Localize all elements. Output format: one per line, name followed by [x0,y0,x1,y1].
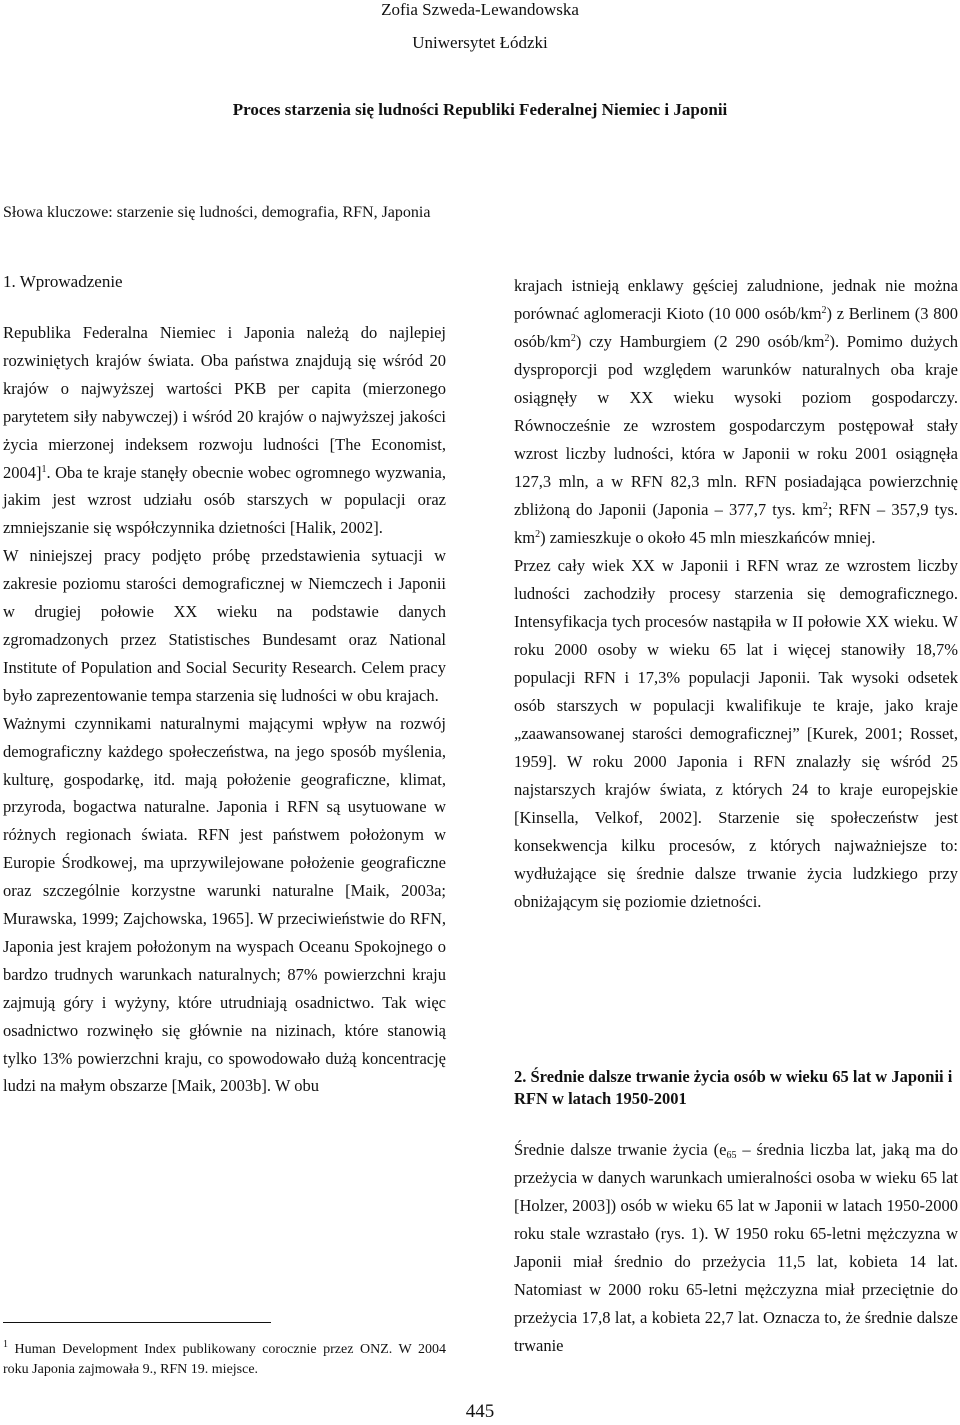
superscript: 2 [570,333,576,344]
subscript: 65 [726,1150,737,1161]
paper-title: Proces starzenia się ludności Republiki Federalnej Niemiec i Japonii [232,100,728,119]
footnote-ref: 1 [41,463,47,475]
paragraph-text: Średnie dalsze trwanie życia (e [514,1140,727,1159]
section-1-heading: 1. Wprowadzenie [3,272,123,291]
section-2-heading: 2. Średnie dalsze trwanie życia osób w wieku 65 lat w Japonii i RFN w latach 1950-2001 [514,1067,953,1108]
superscript: 2 [821,305,827,316]
page-number: 445 [465,1401,495,1422]
footnote-marker: 1 [3,1339,8,1350]
paragraph-text: ) czy Hamburgiem (2 290 osób/km [575,332,825,351]
footnote-divider [3,1322,271,1323]
footnote-text: Human Development Index publikowany corocznie przez ONZ. W 2004 roku Japonia zajmowała 9., RFN 19. miejsce. [3,1342,446,1377]
paragraph-text: krajach istnieją enklawy gęściej zaludnione, jednak nie można porównać aglomeracji Kioto (10 000 osób/km [514,276,958,323]
paragraph-text: . Oba te kraje stanęły obecnie wobec ogromnego wyzwania, jakim jest wzrost udziału osób starszych w populacji oraz zmniejszanie się współczynnika dzietności [Halik, 2002]. [3,462,446,538]
paragraph-text: ). Pomimo dużych dysproporcji pod względem warunków naturalnych oba kraje osiągnęły w XX wieku wysoki poziom gospodarczy. Równocześnie ze wzrostem gospodarczym postępował stały wzrost liczby ludności, która w Japonii w roku 2001 osiągnęła 127,3 mln, a w RFN 82,3 mln. RFN posiadająca powierzchnię zbliżoną do Japonii (Japonia – 377,7 tys. km [514,332,958,519]
paragraph-text: ) z Berlinem (3 800 osób/km [514,304,958,351]
section-2-paragraph [514,1136,958,1360]
superscript: 2 [535,529,541,540]
right-column [514,272,958,916]
keywords: Słowa kluczowe: starzenie się ludności, demografia, RFN, Japonia [3,204,431,221]
paragraph-text: – średnia liczba lat, jaką ma do przeżycia w danych warunkach umieralności osoba w wieku 65 lat [Holzer, 2003]) osób w wieku 65 lat w Japonii w latach 1950-2000 roku stale wzrastało (rys. 1). W 1950 roku 65-letni mężczyzna w Japonii miał średnio do przeżycia 11,5 lat, kobieta 14 lat. Natomiast w 2000 roku 65-letni mężczyzna miał przeciętnie do przeżycia 17,8 lat, a kobieta 22,7 lat. Oznacza to, że średnie dalsze trwanie [514,1140,958,1355]
paragraph-aim: W niniejszej pracy podjęto próbę przedstawienia sytuacji w zakresie poziomu starości demograficznej w Niemczech i Japonii w drugiej połowie XX wieku na podstawie danych zgromadzonych przez Statistisches Bundesamt oraz National Institute of Population and Social Security Research. Celem pracy było zaprezentowanie tempa starzenia się ludności w obu krajach. [3,546,446,705]
paragraph-text: ) zamieszkuje o około 45 mln mieszkańców mniej. [540,528,876,547]
footnote [3,1340,446,1380]
paragraph-ageing: Przez cały wiek XX w Japonii i RFN wraz ze wzrostem liczby ludności zachodziły procesy starzenia się demograficznego. Intensyfikacja tych procesów nastąpiła w II połowie XX wieku. W roku 2000 osoby w wieku 65 lat i więcej stanowiły 18,7% populacji RFN i 17,3% populacji Japonii. Tak wysoki odsetek osób starszych w populacji kwalifikuje te kraje, jako kraje „zaawansowanej starości demograficznej” [Kurek, 2001; Rosset, 1959]. W roku 2000 Japonia i RFN znalazły się wśród 25 najstarszych krajów świata, z których 24 to kraje europejskie [Kinsella, Velkof, 2002]. Starzenie się społeczeństw jest konsekwencja kilku procesów, z których najważniejsze to: wydłużające się średnie dalsze trwanie życia ludzkiego przy obniżającym się poziomie dzietności. [514,556,958,911]
superscript: 2 [824,333,830,344]
superscript: 2 [822,501,828,512]
author-name: Zofia Szweda-Lewandowska [381,0,579,19]
paragraph-text: Republika Federalna Niemiec i Japonia należą do najlepiej rozwiniętych krajów świata. Oba państwa znajdują się wśród 20 krajów o najwyższej wartości PKB per capita (mierzonego parytetem siły nabywczej) i wśród 20 krajów o najwyższej jakości życia mierzonej indeksem rozwoju ludności [The Economist, 2004] [3,323,446,482]
paragraph-density [514,272,958,552]
left-column [3,319,446,1100]
affiliation: Uniwersytet Łódzki [412,33,548,52]
paragraph-intro [3,319,446,542]
paragraph-text: ; RFN – 357,9 tys. km [514,500,959,547]
paragraph-factors: Ważnymi czynnikami naturalnymi mającymi wpływ na rozwój demograficzny każdego społeczeństwa, na jego sposób myślenia, kulturę, gospodarkę, itd. mają położenie geograficzne, klimat, przyroda, bogactwa naturalne. Japonia i RFN są usytuowane w różnych regionach świata. RFN jest państwem położonym w Europie Środkowej, ma uprzywilejowane położenie geograficzne oraz szczególnie korzystne warunki naturalne [Maik, 2003a; Murawska, 1999; Zajchowska, 1965]. W przeciwieństwie do RFN, Japonia jest krajem położonym na wyspach Oceanu Spokojnego o bardzo trudnych warunkach naturalnych; 87% powierzchni kraju zajmują góry i wyżyny, które utrudniają osadnictwo. Tak więc osadnictwo rozwinęło się głównie na nizinach, które stanowią tylko 13% powierzchni kraju, co spowodowało dużą koncentrację ludzi na małym obszarze [Maik, 2003b]. W obu [3,713,446,1096]
